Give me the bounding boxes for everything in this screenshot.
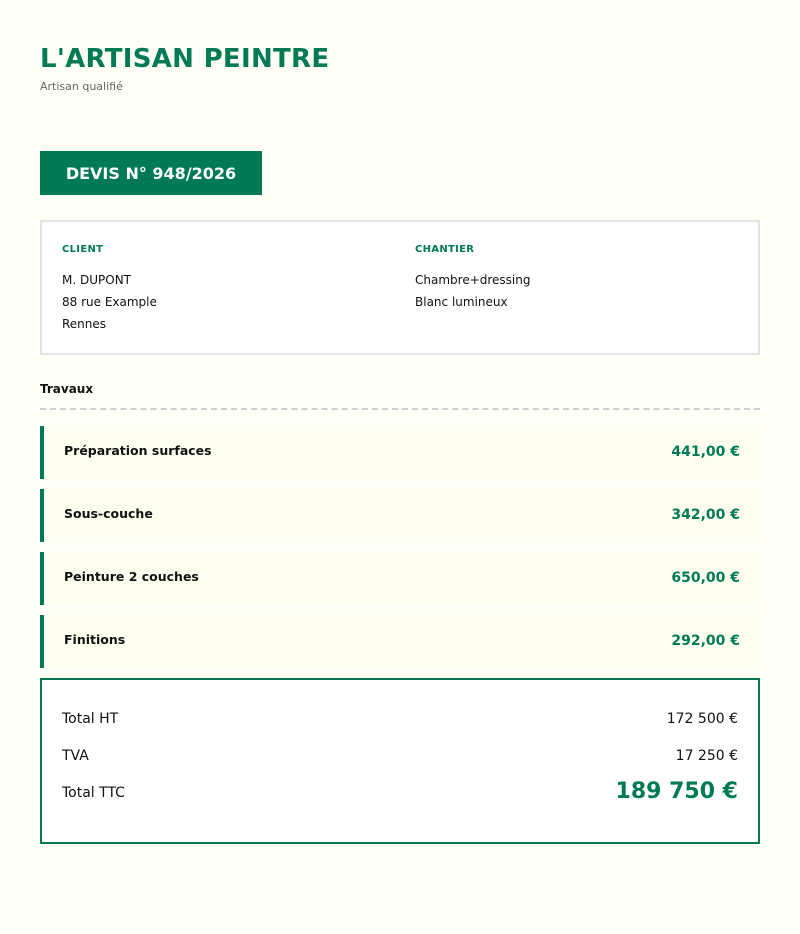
work-item-label: Finitions — [64, 632, 126, 647]
client-address: 88 rue Example — [62, 295, 157, 309]
work-item-price: 441,00 € — [671, 444, 740, 460]
site-room: Chambre+dressing — [415, 273, 531, 287]
site-heading: CHANTIER — [415, 244, 475, 255]
work-item-label: Sous-couche — [64, 506, 153, 521]
total-ht-label: Total HT — [62, 711, 119, 727]
section-divider — [40, 408, 760, 410]
tva-value: 17 250 € — [675, 748, 738, 764]
client-heading: CLIENT — [62, 244, 104, 255]
tva-label: TVA — [62, 748, 89, 764]
work-item-price: 650,00 € — [671, 570, 740, 586]
client-name: M. DUPONT — [62, 273, 131, 287]
work-item — [40, 552, 760, 605]
work-item-price: 342,00 € — [671, 507, 740, 523]
total-ttc-label: Total TTC — [62, 785, 125, 801]
work-item-price: 292,00 € — [671, 633, 740, 649]
quote-number-badge: DEVIS N° 948/2026 — [40, 151, 262, 195]
work-item — [40, 489, 760, 542]
work-item-label: Peinture 2 couches — [64, 569, 199, 584]
site-info — [415, 244, 530, 313]
works-section-title: Travaux — [40, 382, 94, 396]
client-city: Rennes — [62, 317, 107, 331]
totals-box — [40, 678, 760, 844]
works-list — [40, 426, 760, 678]
work-item-label: Préparation surfaces — [64, 443, 212, 458]
work-item — [40, 426, 760, 479]
work-item — [40, 615, 760, 668]
company-tagline: Artisan qualifié — [40, 80, 123, 93]
client-site-info-box — [40, 220, 760, 355]
site-finish: Blanc lumineux — [415, 295, 508, 309]
client-info — [62, 244, 157, 335]
total-ht-value: 172 500 € — [666, 711, 738, 727]
company-name: L'ARTISAN PEINTRE — [40, 44, 330, 74]
total-ttc-value: 189 750 € — [615, 779, 738, 804]
